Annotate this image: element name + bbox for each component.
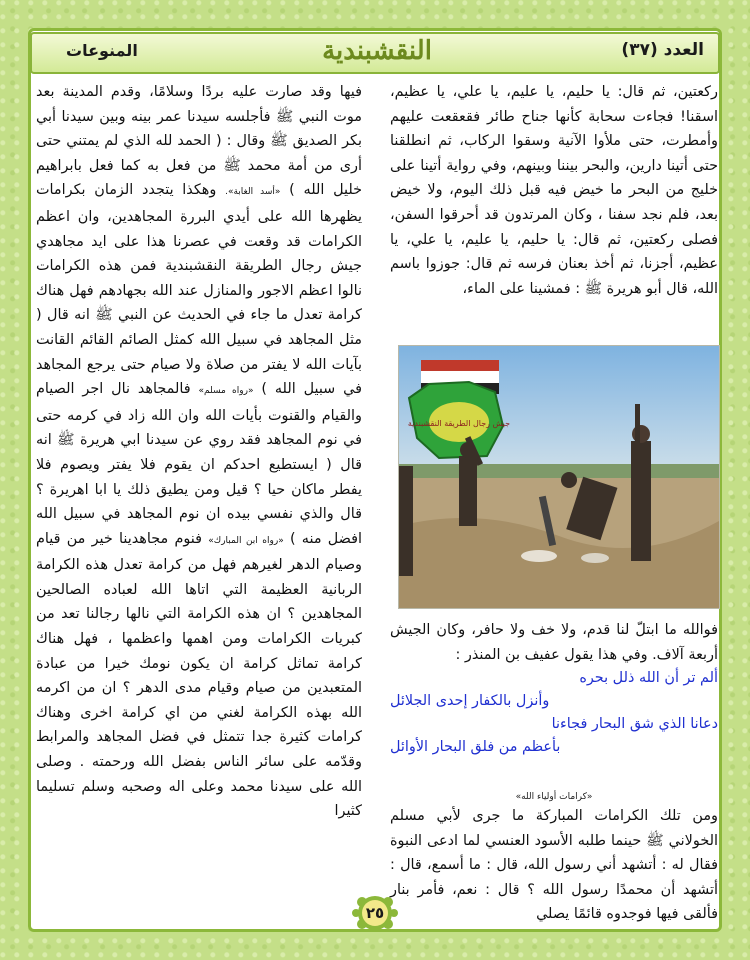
article-photo [398, 345, 720, 609]
section-name: المنوعات [66, 41, 138, 60]
magazine-title: النقشبندية [322, 36, 432, 66]
page-header [30, 32, 720, 74]
left-p1: فيها وقد صارت عليه بردًا وسلامًا، وقدم المدينة بعد موت النبي ﷺ فأجلسه سيدنا عمر بينه وبين سيدنا أبي بكر الصديق ﷺ وقال : ( الحمد لله الذي لم يمتني حتى أرى من أمة محمد ﷺ من فعل به كما فعل بابراهيم خليل الله ) [36, 84, 362, 199]
right-column-middle [390, 618, 718, 759]
right-p3: ومن تلك الكرامات المباركة ما جرى لأبي مسلم الخولاني ﷺ حينما طلبه الأسود العنسي لما ادعى النبوة فقال له : أتشهد أني رسول الله، قال : ما أسمع، قال : أتشهد أن محمدًا رسول الله ؟ قال : نعم، فأمر بنار فألقى فيها فوجدوه قائمًا يصلي [390, 808, 718, 923]
left-p4: فنوم مجاهدينا خير من قيام وصيام الدهر لغيرهم فهل من كرامة تعدل هذه الكرامة الربانية العظيمة التي اتاها الله لعباده الصالحين المجاهدين ؟ ان هذه الكرامة التي نالها رجالنا تعد من كبريات الكرامات ومن اهمها واعظمها ، فهل هناك كرامة تماثل كرامة ان يكون نومك خيرا من عبادة المتعبدين من صيام وقيام مدى الدهر ؟ ان من اكرمه الله بهذه الكرامة لغني من اي كرامة اخرى وهناك كرامات كثيرة جدا تتمثل في فضل المجاهد والمرابط وقدّمه على سائر الناس بفضل الله ورحمته . وصلى الله على سيدنا محمد وعلى اله وصحبه وسلم تسليما كثيرا [36, 530, 362, 820]
poem-line: وأنزل بالكفار إحدى الجلائل [390, 693, 550, 710]
left-p3: فالمجاهد نال اجر الصيام والقيام والقنوت بأيات الله وان الله زاد في كرمه حتى في نوم المجاهد فقد روي عن سيدنا ابي هريرة ﷺ انه قال ( ايستطيع احدكم ان يقوم فلا يفتر ويصوم فلا يفطر ماكان حيا ؟ قيل ومن يطيق ذلك يا ابا اهريرة ؟ قال والذي نفسي بيده ان نوم المجاهد في سبيل الله افضل منه ) [36, 381, 362, 547]
citation: «رواه مسلم» [198, 386, 254, 397]
issue-number: العدد (٣٧) [621, 40, 704, 60]
page-number: ٢٥ [365, 904, 385, 922]
citation: «رواه ابن المبارك» [208, 535, 284, 546]
right-p1: ركعتين، ثم قال: يا حليم، يا عليم، يا علي، يا عظيم، اسقنا! فجاءت سحابة كأنها جناح طائر فقعقعت عليهم وأمطرت، حتى ملأوا الآنية وسقوا الركاب، ثم انطلقنا حتى أتينا دارين، والبحر بيننا وبينهم، وفي رواية أتينا على خليج من البحر ما خيض فيه قبل ذلك اليوم، ولا خيض بعد، فلم نجد سفنا ، وكان المرتدون قد أحرقوا السفن، فصلى ركعتين، ثم قال: يا حليم، يا عليم، يا علي، يا عظيم، أجزنا، ثم أخذ بعنان فرسه ثم قال: جوزوا باسم الله، قال أبو هريرة ﷺ : فمشينا على الماء، [390, 84, 718, 297]
poem-citation: «كرامات أولياء الله» [515, 792, 593, 802]
poem [390, 667, 718, 759]
poem-line: ألم تر أن الله ذلل بحره [579, 670, 718, 687]
right-column-top [390, 80, 718, 301]
poem-line: بأعظم من فلق البحار الأوائل [390, 739, 561, 756]
poem-line: دعانا الذي شق البحار فجاءنا [551, 716, 718, 733]
logo-text: جيش رجال الطريقة النقشبندية [407, 419, 511, 428]
page-number-badge [352, 893, 398, 933]
right-p2: فوالله ما ابتلّ لنا قدم، ولا خف ولا حافر، وكان الجيش أربعة آلاف. وفي هذا يقول عفيف بن المنذر : [390, 622, 718, 663]
logo-emblem [408, 360, 510, 458]
right-column-bottom [390, 792, 718, 927]
left-column [36, 80, 362, 824]
left-paragraph [36, 80, 362, 824]
citation: «أسد الغابة». [225, 187, 281, 198]
left-p2: وهكذا يتجدد الزمان بكرامات يظهرها الله على أيدي البررة المجاهدين، وان اعظم الكرامات قد وقعت في عصرنا هذا على ايد مجاهدي جيش رجال الطريقة النقشبندية فمن هذه الكرامات نالوا اعظم الاجور والمنازل عند الله بجهادهم فهل هناك كرامة تعدل ما جاء في الحديث عن النبي ﷺ انه قال ( مثل المجاهد في سبيل الله كمثل الصائم القائم القانت بآيات الله لا يفتر من صلاة ولا صيام حتى يرجع المجاهد في سبيل الله ) [36, 182, 363, 398]
photo-illustration [399, 346, 719, 608]
